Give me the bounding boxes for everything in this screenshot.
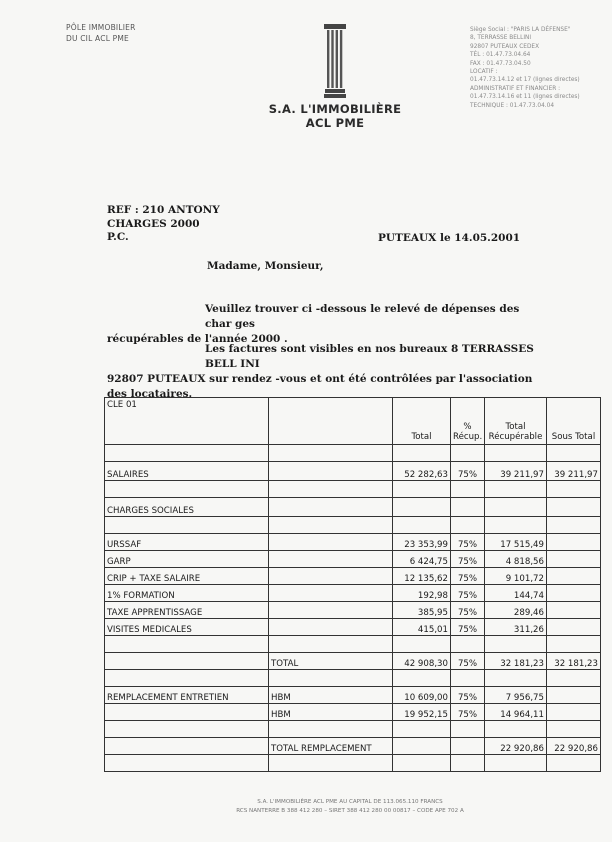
table-row	[105, 445, 601, 462]
header-total: Total	[393, 398, 451, 445]
cell-total: 19 952,15	[393, 704, 451, 721]
reference-line: REF : 210 ANTONY	[107, 204, 220, 216]
table-row	[105, 619, 601, 636]
cell-total	[393, 517, 451, 534]
contact-line: Siège Social : "PARIS LA DÉFENSE"	[470, 27, 571, 33]
header-sous-total: Sous Total	[547, 398, 601, 445]
contact-line: FAX : 01.47.73.04.50	[470, 60, 531, 67]
header-recup: Total Récupérable	[485, 398, 547, 445]
cell-sub	[269, 498, 393, 517]
cell-label	[105, 755, 269, 772]
cell-pct: 75%	[451, 551, 485, 568]
company-name-line-1: S.A. L'IMMOBILIÈRE	[268, 102, 402, 116]
cell-recup	[485, 636, 547, 653]
charges-table	[104, 397, 601, 772]
table-row	[105, 704, 601, 721]
contact-line: 01.47.73.14.16 et 11 (lignes directes)	[470, 94, 580, 101]
cell-sub	[269, 721, 393, 738]
cell-sub	[269, 568, 393, 585]
paragraph-line: Veuillez trouver ci -dessous le relevé de dépenses des char ges	[205, 303, 520, 330]
cell-sub: HBM	[269, 687, 393, 704]
cell-pct	[451, 636, 485, 653]
cell-sous-total	[547, 445, 601, 462]
cell-label: TAXE APPRENTISSAGE	[105, 602, 269, 619]
cell-recup	[485, 498, 547, 517]
cell-sous-total	[547, 498, 601, 517]
cell-total	[393, 721, 451, 738]
cell-sous-total	[547, 619, 601, 636]
table-body	[105, 445, 601, 772]
cell-pct: 75%	[451, 619, 485, 636]
cell-pct	[451, 498, 485, 517]
footer-line: S.A. L'IMMOBILIÈRE ACL PME AU CAPITAL DE 113.065.110 FRANCS	[257, 799, 443, 805]
cell-sub	[269, 445, 393, 462]
cell-recup	[485, 755, 547, 772]
cell-sub: TOTAL	[269, 653, 393, 670]
place-date: PUTEAUX le 14.05.2001	[378, 232, 521, 244]
header-cle: CLE 01	[105, 398, 269, 445]
cell-recup: 14 964,11	[485, 704, 547, 721]
cell-label: GARP	[105, 551, 269, 568]
cell-total: 10 609,00	[393, 687, 451, 704]
cell-pct: 75%	[451, 585, 485, 602]
cell-recup: 9 101,72	[485, 568, 547, 585]
contact-line: TÉL : 01.47.73.04.64	[470, 52, 531, 59]
cell-recup: 39 211,97	[485, 462, 547, 481]
cell-sub	[269, 670, 393, 687]
cell-sous-total	[547, 636, 601, 653]
invoices-paragraph	[107, 342, 547, 402]
table-row	[105, 498, 601, 517]
paragraph-line: Les factures sont visibles en nos bureaux 8 TERRASSES BELL INI	[205, 343, 534, 370]
cell-total: 385,95	[393, 602, 451, 619]
cell-pct	[451, 517, 485, 534]
intro-paragraph	[107, 302, 547, 347]
organisation-header	[66, 22, 135, 44]
cell-recup: 311,26	[485, 619, 547, 636]
cell-label: CHARGES SOCIALES	[105, 498, 269, 517]
cell-total	[393, 481, 451, 498]
table-row	[105, 568, 601, 585]
company-name	[220, 102, 450, 130]
cell-sub	[269, 619, 393, 636]
cell-total	[393, 498, 451, 517]
cell-recup: 17 515,49	[485, 534, 547, 551]
cell-total: 192,98	[393, 585, 451, 602]
cell-sous-total	[547, 534, 601, 551]
reference-line: P.C.	[107, 231, 129, 243]
cell-label: VISITES MEDICALES	[105, 619, 269, 636]
cell-recup: 32 181,23	[485, 653, 547, 670]
table-row	[105, 670, 601, 687]
cell-total	[393, 755, 451, 772]
cell-recup: 7 956,75	[485, 687, 547, 704]
table-row	[105, 462, 601, 481]
cell-sous-total	[547, 568, 601, 585]
cell-sous-total: 32 181,23	[547, 653, 601, 670]
legal-footer	[200, 798, 500, 816]
cell-recup: 289,46	[485, 602, 547, 619]
cell-pct	[451, 721, 485, 738]
cell-pct: 75%	[451, 704, 485, 721]
cell-pct	[451, 481, 485, 498]
cell-total: 6 424,75	[393, 551, 451, 568]
table-header-row	[105, 398, 601, 445]
organisation-line-2: DU CIL ACL PME	[66, 34, 129, 43]
cell-sous-total	[547, 602, 601, 619]
cell-recup	[485, 481, 547, 498]
cell-sous-total: 39 211,97	[547, 462, 601, 481]
cell-recup	[485, 670, 547, 687]
cell-sous-total: 22 920,86	[547, 738, 601, 755]
cell-pct: 75%	[451, 602, 485, 619]
cell-pct: 75%	[451, 653, 485, 670]
cell-label	[105, 704, 269, 721]
company-name-line-2: ACL PME	[305, 116, 365, 130]
cell-recup	[485, 517, 547, 534]
cell-total	[393, 670, 451, 687]
reference-line: CHARGES 2000	[107, 217, 200, 230]
cell-sub	[269, 534, 393, 551]
table-row	[105, 721, 601, 738]
cell-sub: HBM	[269, 704, 393, 721]
cell-sub	[269, 755, 393, 772]
cell-sous-total	[547, 551, 601, 568]
table-row	[105, 687, 601, 704]
cell-label	[105, 445, 269, 462]
table-row	[105, 534, 601, 551]
cell-label	[105, 670, 269, 687]
cell-total: 12 135,62	[393, 568, 451, 585]
header-pct: % Récup.	[451, 398, 485, 445]
paragraph-line: récupérables de l'année 2000 .	[107, 333, 288, 345]
cell-total	[393, 636, 451, 653]
cell-total	[393, 738, 451, 755]
cell-sous-total	[547, 687, 601, 704]
cell-label	[105, 653, 269, 670]
cell-total: 42 908,30	[393, 653, 451, 670]
cell-sous-total	[547, 585, 601, 602]
cell-sous-total	[547, 670, 601, 687]
contact-line: 01.47.73.14.12 et 17 (lignes directes)	[470, 77, 580, 84]
salutation: Madame, Monsieur,	[207, 260, 324, 272]
table-row	[105, 551, 601, 568]
cell-sous-total	[547, 481, 601, 498]
cell-total: 52 282,63	[393, 462, 451, 481]
cell-sub	[269, 602, 393, 619]
cell-total: 23 353,99	[393, 534, 451, 551]
cell-sub	[269, 481, 393, 498]
cell-total: 415,01	[393, 619, 451, 636]
table-row	[105, 585, 601, 602]
cell-recup: 144,74	[485, 585, 547, 602]
cell-pct	[451, 445, 485, 462]
cell-sous-total	[547, 517, 601, 534]
cell-label: SALAIRES	[105, 462, 269, 481]
contact-line: LOCATIF :	[470, 69, 498, 76]
paragraph-line: 92807 PUTEAUX sur rendez -vous et ont été contrôlées par l'association des locataires.	[107, 373, 533, 400]
contact-line: TECHNIQUE : 01.47.73.04.04	[470, 102, 555, 109]
reference-block	[107, 204, 220, 245]
cell-sous-total	[547, 721, 601, 738]
cell-label	[105, 636, 269, 653]
table-row	[105, 653, 601, 670]
cell-recup	[485, 445, 547, 462]
table-row	[105, 481, 601, 498]
cell-pct: 75%	[451, 568, 485, 585]
footer-line: RCS NANTERRE B 388 412 280 – SIRET 388 412 280 00 00817 – CODE APE 702 A	[236, 808, 464, 814]
cell-label: 1% FORMATION	[105, 585, 269, 602]
cell-label	[105, 738, 269, 755]
table-row	[105, 602, 601, 619]
table-row	[105, 636, 601, 653]
cell-label: URSSAF	[105, 534, 269, 551]
cell-pct	[451, 755, 485, 772]
cell-total	[393, 445, 451, 462]
cell-pct	[451, 738, 485, 755]
cell-sous-total	[547, 704, 601, 721]
cell-pct: 75%	[451, 462, 485, 481]
table-row	[105, 738, 601, 755]
column-logo-icon	[324, 24, 346, 98]
cell-label: CRIP + TAXE SALAIRE	[105, 568, 269, 585]
cell-recup: 4 818,56	[485, 551, 547, 568]
cell-sub	[269, 636, 393, 653]
cell-pct: 75%	[451, 534, 485, 551]
contact-line: 8, TERRASSE BELLINI	[470, 35, 532, 42]
header-blank	[269, 398, 393, 445]
cell-label	[105, 481, 269, 498]
organisation-line-1: PÔLE IMMOBILIER	[66, 23, 136, 32]
contact-line: ADMINISTRATIF ET FINANCIER :	[470, 85, 561, 92]
cell-label	[105, 517, 269, 534]
contact-line: 92807 PUTEAUX CEDEX	[470, 43, 540, 50]
table-row	[105, 517, 601, 534]
cell-sub	[269, 462, 393, 481]
cell-pct	[451, 670, 485, 687]
cell-sous-total	[547, 755, 601, 772]
cell-sub: TOTAL REMPLACEMENT	[269, 738, 393, 755]
cell-sub	[269, 517, 393, 534]
contact-block	[470, 26, 610, 110]
cell-pct: 75%	[451, 687, 485, 704]
cell-label	[105, 721, 269, 738]
cell-recup: 22 920,86	[485, 738, 547, 755]
cell-recup	[485, 721, 547, 738]
cell-label: REMPLACEMENT ENTRETIEN	[105, 687, 269, 704]
cell-sub	[269, 551, 393, 568]
table-row	[105, 755, 601, 772]
cell-sub	[269, 585, 393, 602]
